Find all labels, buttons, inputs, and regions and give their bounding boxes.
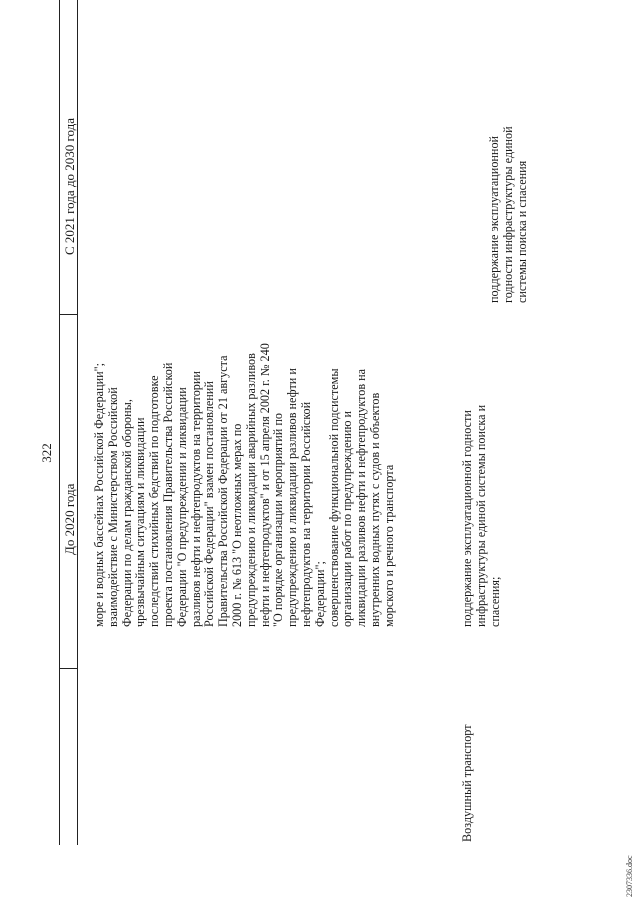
row1-col2-line: проекта постановления Правительства Российской [160, 362, 175, 627]
row2-col3-line: годности инфраструктуры единой [500, 126, 515, 303]
row1-col2-line: предупреждению и ликвидации разливов нефти и [285, 368, 300, 627]
column-divider-2 [59, 314, 78, 315]
row1-col2-line: Правительства Российской Федерации от 21 августа [216, 355, 231, 627]
row1-col2-line: чрезвычайным ситуациям и ликвидации [133, 417, 148, 627]
row1-col2-line: морского и речного транспорта [381, 464, 396, 627]
header-until-2020: До 2020 года [62, 483, 77, 555]
row1-col2-text [93, 343, 397, 627]
row1-col2-line: "О порядке организации мероприятий по [271, 413, 286, 627]
row1-col2-line: последствий стихийных бедствий по подготовке [147, 375, 162, 627]
row2-col2-text [461, 405, 502, 627]
document-id: 2307336.doc [625, 855, 634, 897]
row1-col2-line: предупреждению и ликвидации аварийных разливов [243, 353, 258, 627]
page-number: 322 [39, 443, 54, 463]
row2-col2-line: спасения; [487, 576, 502, 627]
row1-col2-line: ликвидации разливов нефти и нефтепродуктов на [354, 368, 369, 627]
row1-col2-line: внутренних водных путях с судов и объектов [367, 392, 382, 627]
row1-col2-line: Федерации "О предупреждении и ликвидации [174, 387, 189, 627]
row1-col2-line: организации работ по предупреждению и [340, 410, 355, 627]
row2-col2-line: инфраструктуры единой системы поиска и [473, 404, 488, 627]
row1-col2-line: море и водных бассейнах Российской Федерации"; [92, 363, 106, 627]
row1-col2-line: разливов нефти и нефтепродуктов на территории [188, 371, 203, 627]
row2-col1-label: Воздушный транспорт [460, 724, 474, 842]
header-2021-2030: С 2021 года до 2030 года [62, 117, 77, 255]
row1-col2-line: Федерации по делам гражданской обороны, [119, 399, 134, 627]
row1-col2-line: нефти и нефтепродуктов" и от 15 апреля 2002 г. № 240 [257, 343, 272, 627]
row2-col2-line: поддержание эксплуатационной годности [460, 410, 474, 627]
row1-col2-line: нефтепродуктов на территории Российской [298, 401, 313, 627]
row2-col3-text [488, 126, 529, 303]
row1-col2-line: 2000 г. № 613 "О неотложных мерах по [229, 423, 244, 627]
table-top-rule [59, 0, 60, 845]
row2-col3-line: поддержание эксплуатационной [487, 135, 501, 303]
row1-col2-line: совершенствование функциональной подсистемы [326, 368, 341, 627]
row1-col2-line: Федерации"; [312, 561, 327, 627]
row1-col2-line: Российской Федерации" взамен постановлений [202, 381, 217, 627]
row1-col2-line: взаимодействие с Министерством Российской [105, 387, 120, 627]
column-divider-1 [59, 668, 78, 669]
row2-col3-line: системы поиска и спасения [514, 160, 529, 303]
